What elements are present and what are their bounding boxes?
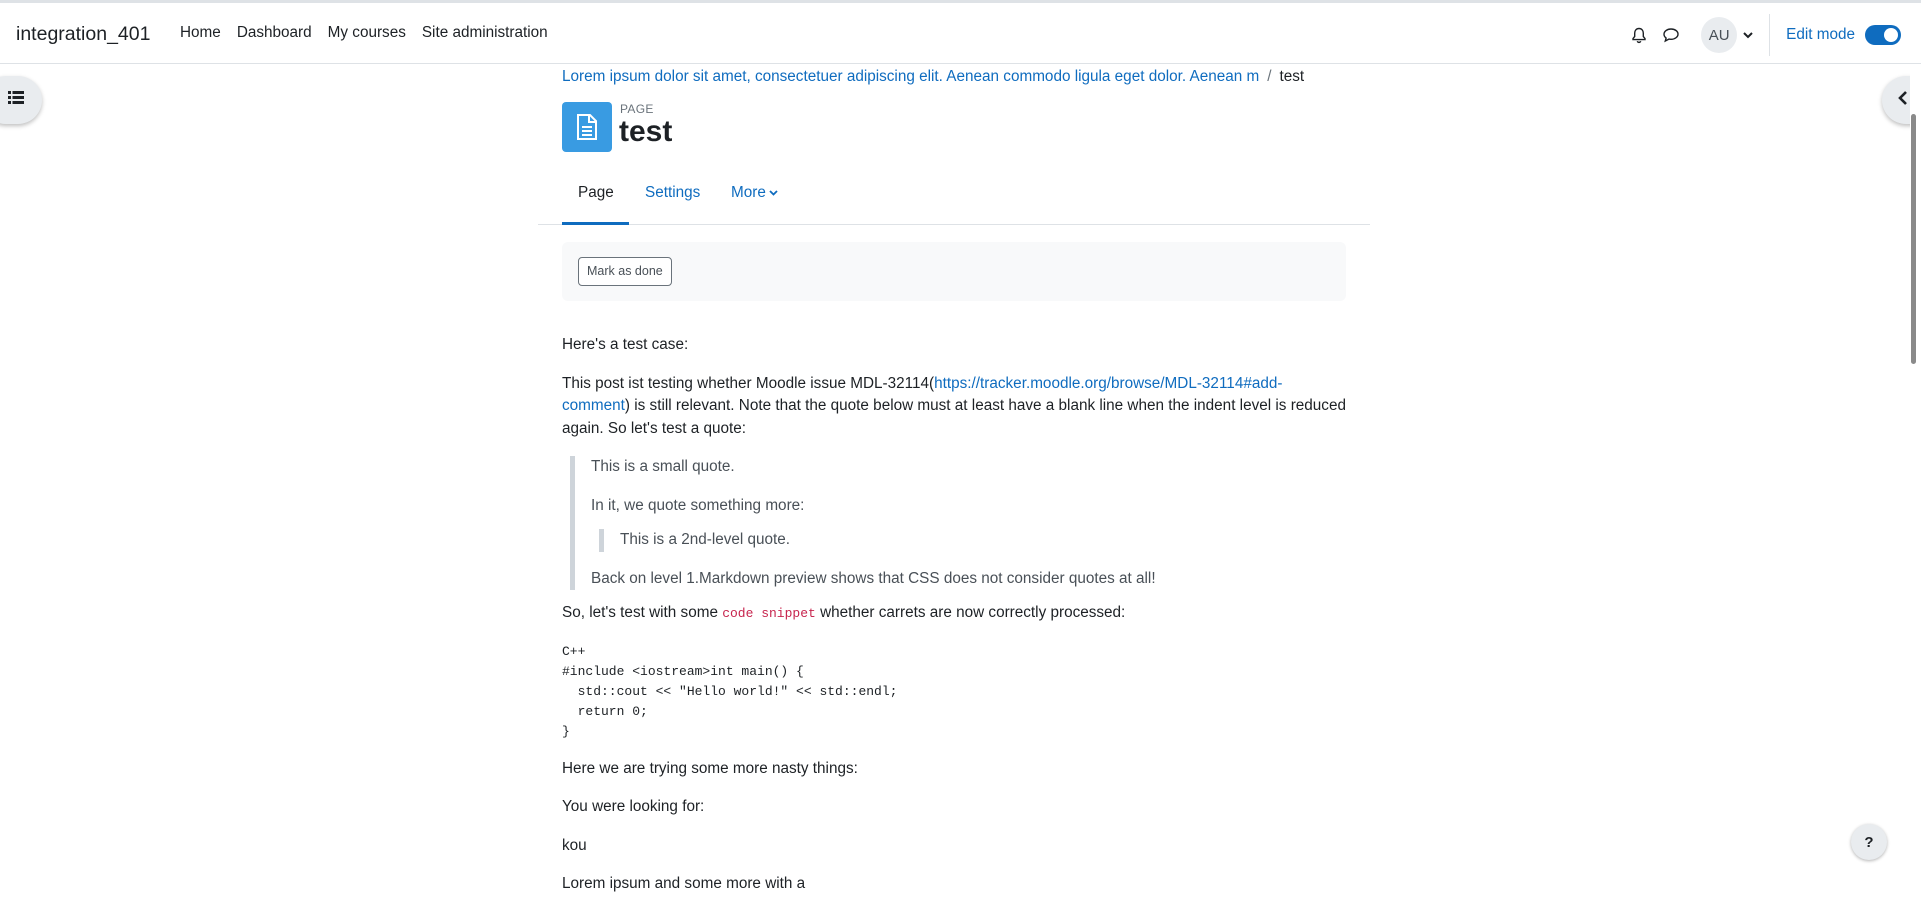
quote-line: In it, we quote something more: [591, 496, 805, 514]
text-fragment: ) is still relevant. Note that the quote below must at least have a blank line when the indent level is reduced again. So let's test a quote: [562, 397, 1346, 437]
text-fragment: whether carrets are now correctly processed: [815, 604, 1126, 621]
content-line: kou [562, 836, 587, 854]
content-paragraph [562, 373, 1346, 441]
list-icon [8, 91, 24, 109]
nested-blockquote [599, 529, 1346, 552]
tab-more-label: More [731, 184, 766, 201]
scrollbar-thumb[interactable] [1911, 114, 1916, 364]
tab-more[interactable] [731, 176, 778, 225]
notifications-bell-icon[interactable] [1623, 19, 1655, 51]
edit-mode-toggle[interactable] [1865, 25, 1901, 45]
breadcrumb-separator: / [1267, 68, 1272, 85]
site-brand[interactable]: integration_401 [16, 23, 151, 45]
page-title: test [619, 115, 673, 148]
toggle-knob [1884, 28, 1898, 42]
nav-home[interactable]: Home [180, 24, 221, 41]
open-course-index-button[interactable] [0, 76, 42, 124]
user-menu-chevron-down-icon[interactable] [1743, 32, 1753, 39]
help-question-icon[interactable]: ? [1851, 824, 1887, 860]
breadcrumb-course-link[interactable]: Lorem ipsum dolor sit amet, consectetuer adipiscing elit. Aenean commodo ligula eget dolor. Aenean m [562, 68, 1260, 85]
breadcrumb [562, 68, 1304, 86]
content-paragraph: Here we are trying some more nasty things: [562, 759, 858, 777]
code-block: C++ #include <iostream>int main() { std::cout << "Hello world!" << std::endl; return 0; } [562, 643, 898, 739]
content-paragraph [562, 602, 1346, 626]
secondary-navigation [538, 176, 1370, 225]
blockquote [570, 456, 1346, 590]
nested-quote-line: This is a 2nd-level quote. [620, 531, 791, 548]
content-paragraph: You were looking for: [562, 798, 705, 815]
navbar-divider [1769, 14, 1770, 56]
messages-chat-icon[interactable] [1655, 19, 1687, 51]
top-navbar [0, 0, 1921, 64]
quote-line: Back on level 1.Markdown preview shows that CSS does not consider quotes at all! [591, 569, 1156, 587]
chevron-down-icon [769, 190, 778, 196]
chevron-left-icon [1898, 90, 1908, 111]
primary-navigation [172, 24, 556, 42]
tab-settings[interactable]: Settings [645, 184, 701, 201]
user-menu-area [1623, 18, 1901, 52]
quote-line: This is a small quote. [591, 458, 735, 475]
user-avatar[interactable]: AU [1701, 17, 1737, 53]
nav-site-administration[interactable]: Site administration [421, 24, 548, 41]
page-document-icon [562, 102, 612, 152]
text-fragment: This post ist testing whether Moodle issue MDL-32114( [562, 374, 935, 392]
inline-code: code snippet [722, 606, 816, 621]
text-fragment: So, let's test with some [562, 604, 723, 621]
nav-dashboard[interactable]: Dashboard [236, 24, 312, 41]
content-intro: Here's a test case: [562, 336, 689, 353]
activity-type-label: PAGE [620, 102, 654, 116]
tab-page[interactable]: Page [562, 176, 629, 225]
nav-my-courses[interactable]: My courses [327, 24, 406, 41]
edit-mode-label[interactable]: Edit mode [1786, 26, 1855, 43]
activity-completion-area [562, 242, 1346, 301]
mark-as-done-button[interactable]: Mark as done [578, 257, 672, 286]
content-line: Lorem ipsum and some more with a [562, 875, 806, 892]
breadcrumb-current: test [1279, 68, 1305, 85]
page-content [562, 334, 1346, 912]
tracker-link[interactable]: https://tracker.moodle.org/browse/MDL-32114#add-comment [562, 374, 1283, 414]
